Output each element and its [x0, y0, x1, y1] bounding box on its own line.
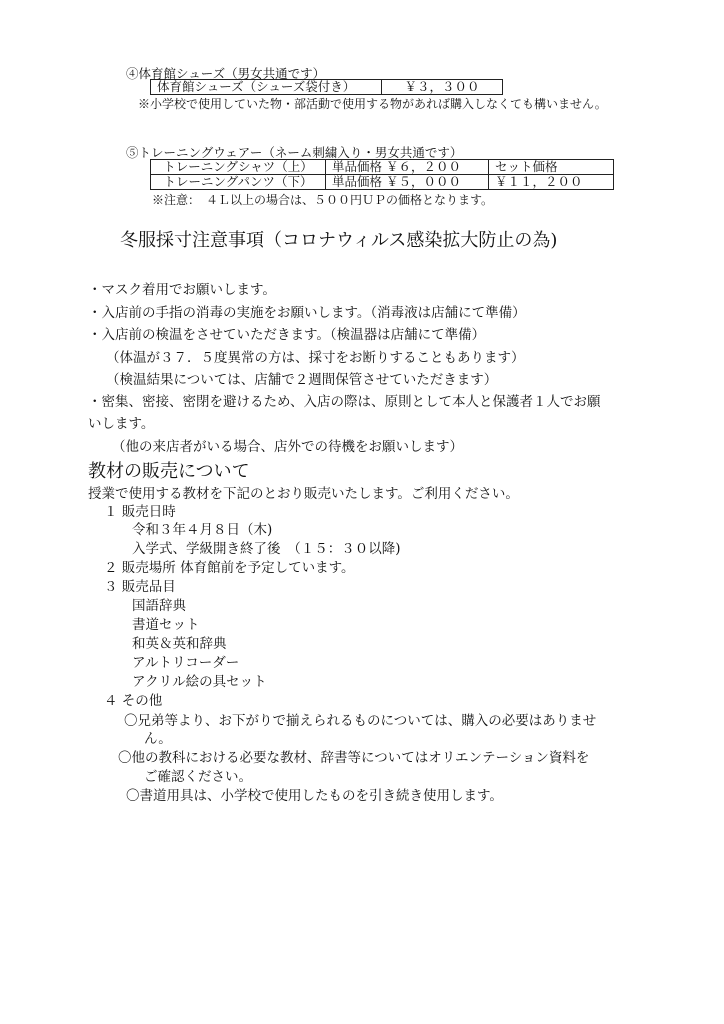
materials-intro: 授業で使用する教材を下記のとおり販売いたします。ご利用ください。	[88, 486, 519, 502]
section-date-label: １ 販売日時	[104, 504, 176, 520]
other-note-cont: ん。	[144, 731, 172, 747]
training-item: トレーニングパンツ（下）	[151, 175, 326, 190]
covid-line: （検温結果については、店舗で２週間保管させていただきます）	[106, 372, 498, 388]
section-other-label: ４ その他	[104, 693, 163, 709]
covid-line: ・入店前の検温をさせていただきます。（検温器は店舗にて準備）	[88, 327, 486, 343]
shoes-price: ￥３，３００	[382, 80, 503, 95]
training-price: 単品価格 ￥６，２００	[326, 160, 489, 175]
other-note-cont: ご確認ください。	[144, 769, 252, 785]
training-set: ￥１１，２００	[489, 175, 614, 190]
list-item: アクリル絵の具セット	[132, 674, 267, 690]
other-note: 〇書道用具は、小学校で使用したものを引き続き使用します。	[126, 788, 503, 804]
training-heading: ⑤トレーニングウェアー（ネーム刺繍入り・男女共通です）	[126, 145, 463, 160]
table-row	[151, 80, 503, 95]
covid-line: ・入店前の手指の消毒の実施をお願いします。（消毒液は店舗にて準備）	[88, 305, 526, 321]
covid-line: （他の来店者がいる場合、店外での待機をお願いします）	[112, 439, 463, 455]
shoes-table	[150, 79, 503, 95]
training-table	[150, 159, 614, 190]
list-item: 国語辞典	[132, 598, 186, 614]
other-note: 〇他の教科における必要な教材、辞書等についてはオリエンテーション資料を	[118, 750, 590, 766]
table-row	[151, 175, 614, 190]
section-place-label: ２ 販売場所 体育館前を予定しています。	[104, 560, 355, 576]
shoes-note: ※小学校で使用していた物・部活動で使用する物があれば購入しなくても構いません。	[138, 97, 607, 111]
shoes-heading: ④体育館シューズ（男女共通です）	[126, 66, 326, 81]
covid-line: （体温が３７．５度異常の方は、採寸をお断りすることもあります）	[106, 350, 525, 366]
table-row	[151, 160, 614, 175]
list-item: 書道セット	[132, 617, 200, 633]
materials-title: 教材の販売について	[88, 461, 250, 482]
training-set: セット価格	[489, 160, 614, 175]
covid-line: ・マスク着用でお願いします。	[88, 282, 276, 298]
training-price: 単品価格 ￥５，０００	[326, 175, 489, 190]
list-item: 和英＆英和辞典	[132, 636, 227, 652]
covid-line: いします。	[88, 416, 155, 432]
sale-time: 入学式、学級開き終了後 （１５：３０以降)	[132, 541, 401, 557]
other-note: 〇兄弟等より、お下がりで揃えられるものについては、購入の必要はありませ	[124, 713, 597, 729]
section-items-label: ３ 販売品目	[104, 579, 176, 595]
covid-title: 冬服採寸注意事項（コロナウィルス感染拡大防止の為)	[120, 230, 558, 251]
sale-date: 令和３年４月８日（木)	[132, 522, 273, 538]
training-note: ※注意： ４Ｌ以上の場合は、５００円ＵＰの価格となります。	[152, 193, 494, 207]
training-item: トレーニングシャツ（上）	[151, 160, 326, 175]
shoes-item: 体育館シューズ（シューズ袋付き）	[151, 80, 382, 95]
list-item: アルトリコーダー	[132, 655, 240, 671]
covid-line: ・密集、密接、密閉を避けるため、入店の際は、原則として本人と保護者１人でお願	[88, 394, 601, 410]
